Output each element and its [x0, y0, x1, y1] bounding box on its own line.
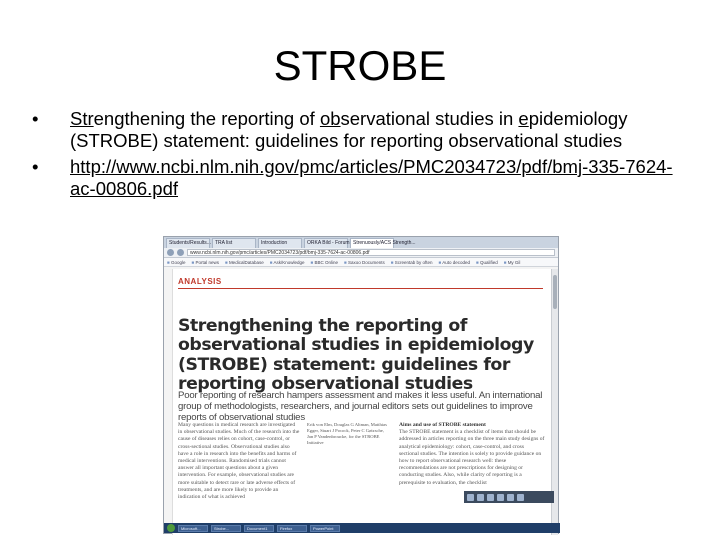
page-down-icon[interactable] — [517, 494, 524, 501]
bookmark-item[interactable]: ■ Auto decoded — [438, 260, 470, 265]
bookmark-item[interactable]: ■ My Gil — [504, 260, 521, 265]
article-lede: Poor reporting of research hampers assessment and makes it less useful. An international group of methodologists, researchers, and journal editors sets out guidelines to improve reports of observational studies — [178, 390, 543, 424]
start-icon[interactable] — [167, 524, 175, 532]
save-icon[interactable] — [467, 494, 474, 501]
underlined-text: Str — [70, 108, 94, 129]
bookmark-item[interactable]: ■ Saxoo Documents — [344, 260, 385, 265]
bookmark-item[interactable]: ■ Portal news — [191, 260, 218, 265]
browser-tab-bar — [164, 237, 558, 248]
bullet-item-link — [32, 156, 692, 200]
scrollbar-thumb[interactable] — [553, 275, 557, 309]
bookmark-item[interactable]: ■ Google — [167, 260, 185, 265]
article-column-authors: Erik von Elm, Douglas G Altman, Matthias Egger, Stuart J Pocock, Peter C Gøtzsche, Jan P Vandenbroucke, for the STROBE Initiative — [307, 422, 387, 445]
url-field[interactable]: www.ncbi.nlm.nih.gov/pmc/articles/PMC2034723/pdf/bmj-335-7624-ac-00806.pdf — [187, 249, 555, 256]
column-heading: Aims and use of STROBE statement — [399, 422, 486, 428]
article-pdf-link[interactable]: http://www.ncbi.nlm.nih.gov/pmc/articles/PMC2034723/pdf/bmj-335-7624-ac-00806.pdf — [70, 156, 673, 199]
browser-tab[interactable]: TRA list — [212, 238, 256, 248]
taskbar-item[interactable]: Microsoft... — [178, 525, 208, 532]
article-title: Strengthening the reporting of observational studies in epidemiology (STROBE) statement: guidelines for reporting observational studies — [178, 316, 534, 394]
bookmark-item[interactable]: ■ MedicalDatabase — [225, 260, 264, 265]
bullet-text: pidemiology (STROBE) statement: guidelines for reporting observational studies — [70, 108, 628, 151]
print-icon[interactable] — [477, 494, 484, 501]
bullet-text: servational studies in — [340, 108, 519, 129]
bookmark-item[interactable]: ■ Qualified — [476, 260, 498, 265]
bookmark-item[interactable]: ■ BBC Online — [310, 260, 337, 265]
bullet-icon: • — [32, 108, 39, 129]
bullet-list — [32, 108, 692, 204]
browser-tab-active[interactable]: Strenuously/ACS Strength... — [350, 238, 394, 248]
article-column-3 — [399, 422, 545, 530]
slide-title: STROBE — [273, 42, 447, 89]
browser-tab[interactable]: Introduction — [258, 238, 302, 248]
forward-icon[interactable] — [177, 249, 184, 256]
taskbar-item[interactable]: Strobe... — [211, 525, 241, 532]
section-label: ANALYSIS — [178, 277, 222, 286]
column-text: The STROBE statement is a checklist of items that should be addressed in articles reporting on the three main study designs of analytical epidemiology: cohort, case-control, and cross sectional studies. The intention is solely to provide guidance on how to report observational research well: these recommendations are not prescriptions for designing or conducting studies. Also, while clarity of reporting is a prerequisite to evaluation, the checklist — [399, 429, 545, 486]
os-taskbar — [164, 523, 560, 533]
back-icon[interactable] — [167, 249, 174, 256]
section-divider — [178, 288, 543, 289]
pdf-toolbar — [464, 491, 554, 503]
zoom-in-icon[interactable] — [487, 494, 494, 501]
bullet-text: engthening the reporting of — [93, 108, 320, 129]
underlined-text: ob — [319, 108, 341, 129]
bookmarks-bar — [164, 258, 558, 267]
address-bar — [164, 248, 558, 258]
zoom-out-icon[interactable] — [497, 494, 504, 501]
bullet-icon: • — [32, 156, 39, 177]
taskbar-item[interactable]: PowerPoint — [310, 525, 340, 532]
taskbar-item[interactable]: Document1 — [244, 525, 274, 532]
article-column-1: Many questions in medical research are investigated in observational studies. Much of the research into the cause of diseases relies on cohort, case-control, or cross-sectional studies. Observational studies also have a role in research into the benefits and harms of medical interventions. Randomised trials cannot answer all important questions about a given intervention. For example, observational studies are more suitable to detect rare or late adverse effects of treatments, and are more likely to provide an indication of what is achieved — [178, 422, 300, 501]
browser-tab[interactable]: Students/Results... — [166, 238, 210, 248]
bookmark-item[interactable]: ■ Ask/Knowledge — [270, 260, 305, 265]
embedded-browser-screenshot — [163, 236, 559, 534]
bullet-item-title — [32, 108, 692, 152]
underlined-text: e — [518, 108, 529, 129]
taskbar-item[interactable]: Firefox — [277, 525, 307, 532]
page-up-icon[interactable] — [507, 494, 514, 501]
bookmark-item[interactable]: ■ Screentab by often — [391, 260, 433, 265]
browser-tab[interactable]: ORKA Bild - Forum — [304, 238, 348, 248]
